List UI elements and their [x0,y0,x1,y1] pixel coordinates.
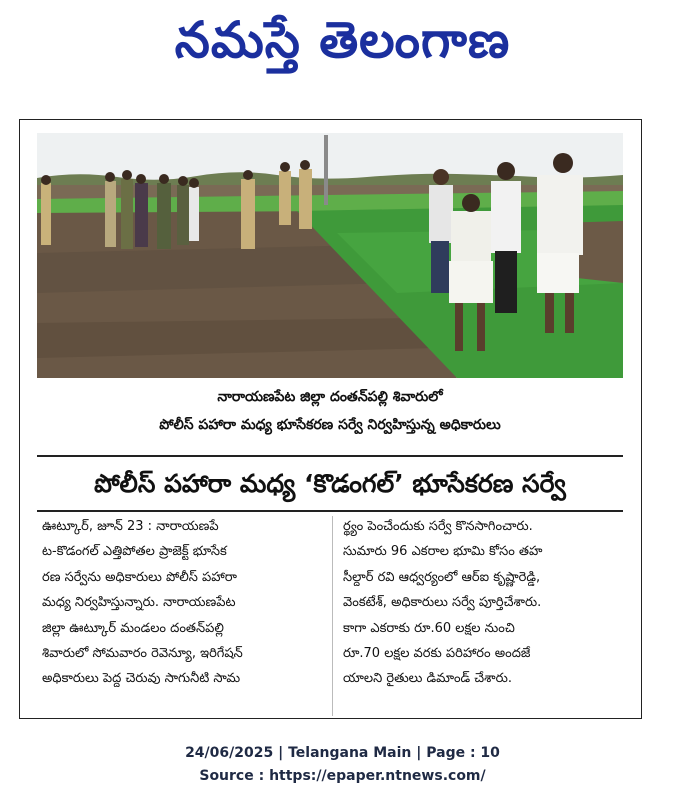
article-line: ట-కొడంగల్ ఎత్తిపోతల ప్రాజెక్ట్ భూసేక [42,544,227,560]
article-headline: పోలీస్ పహారా మధ్య ‘కొడంగల్’ భూసేకరణ సర్వే [94,469,566,498]
article-line: రణ సర్వేను అధికారులు పోలీస్ పహారా [42,569,237,585]
article-line: సీల్దార్ రవి ఆధ్వర్యంలో ఆర్ఐ కృష్ణారెడ్డి, [343,569,541,585]
caption-line-1: నారాయణపేట జిల్లా దంతన్‌పల్లి శివారులో [217,389,443,405]
article-line: కాగా ఎకరాకు రూ.60 లక్షల నుంచి [343,620,515,636]
article-line: రూ.70 లక్షల వరకు పరిహారం అందజే [343,646,531,662]
article-line: ఊట్కూర్, జూన్ 23 : నారాయణపే [42,519,219,534]
source-link[interactable]: Source : https://epaper.ntnews.com/ [199,768,486,784]
article-line: శివారులో సోమవారం రెవెన్యూ, ఇరిగేషన్ [42,646,243,662]
article-line: మధ్య నిర్వహిస్తున్నారు. నారాయణపేట [42,595,236,611]
article-line: ర్థ్యం పెంచేందుకు సర్వే కొనసాగించారు. [343,519,533,534]
photo-caption [37,378,623,446]
column-divider [332,516,333,716]
article-line: అధికారులు పెద్ద చెరువు సాగునీటి సామ [42,671,241,687]
article-column-left [42,514,327,692]
newspaper-masthead: నమస్తే తెలంగాణ [174,11,511,69]
article-line: వెంకటేశ్, అధికారులు సర్వే పూర్తిచేశారు. [343,595,542,611]
article-line: జిల్లా ఊట్కూర్ మండలం దంతన్‌పల్లి [42,620,224,636]
caption-line-2: పోలీస్ పహారా మధ్య భూసేకరణ సర్వే నిర్వహిస్తున్న అధికారులు [159,417,501,433]
page-footer [0,742,685,787]
article-line: సుమారు 96 ఎకరాల భూమి కోసం తహ [343,544,543,560]
headline-top-rule [37,455,623,457]
news-photo [37,133,623,378]
edition-info: 24/06/2025 | Telangana Main | Page : 10 [185,745,500,761]
article-line: యాలని రైతులు డిమాండ్ చేశారు. [343,671,512,687]
article-column-right [343,514,628,692]
headline-bottom-rule [37,510,623,512]
